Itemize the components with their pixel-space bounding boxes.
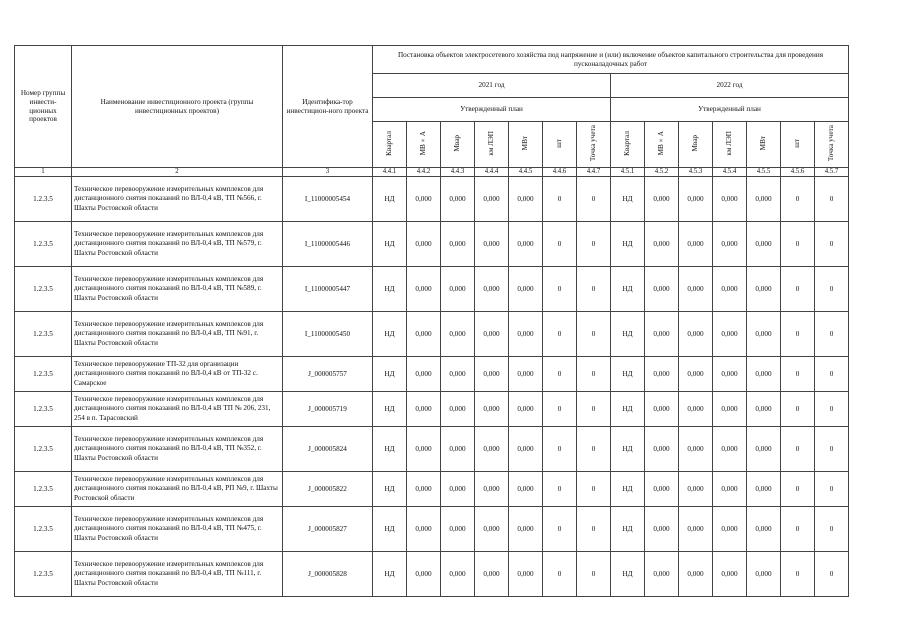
value-cell: 0 [815,222,849,267]
value-cell: 0,000 [645,472,679,507]
value-cell: 0 [815,427,849,472]
header-subcolumn-label: шт [555,138,564,148]
project-name-cell: Техническое перевооружение измерительных комплексов для дистанционного снятия показаний по ВЛ-0,4 кВ, ТП №111, г. Шахты Ростовской области [72,552,283,597]
value-cell: 0 [577,392,611,427]
header-subcolumn [543,122,577,168]
value-cell: 0,000 [645,312,679,357]
value-cell: НД [611,507,645,552]
value-cell: НД [611,392,645,427]
value-cell: 0 [577,552,611,597]
header-subcolumn-label: шт [793,138,802,148]
header-subcolumn-label: Мвар [453,134,462,152]
value-cell: 0,000 [407,357,441,392]
value-cell: 0,000 [509,507,543,552]
value-cell: 0,000 [509,177,543,222]
value-cell: 0,000 [645,177,679,222]
value-cell: 0 [781,312,815,357]
value-cell: НД [373,312,407,357]
project-name-cell: Техническое перевооружение измерительных комплексов для дистанционного снятия показаний по ВЛ-0,4 кВ, ТП №91, г. Шахты Ростовской области [72,312,283,357]
header-commissioning: Постановка объектов электросетевого хозяйства под напряжение и (или) включение объектов капитального строительства для проведения пусконаладочных работ [373,46,849,74]
header-subcolumn-label: Квартал [623,130,632,156]
header-subcolumn [577,122,611,168]
value-cell: 0 [781,392,815,427]
column-number: 4.5.7 [815,168,849,177]
header-subcolumn-label: Мвар [691,134,700,152]
table-row [15,357,849,392]
header-subcolumn [747,122,781,168]
value-cell: 0,000 [747,552,781,597]
header-column-numbers [15,168,849,177]
value-cell: 0,000 [509,427,543,472]
header-project-name: Наименование инвестиционного проекта (группы инвестиционных проектов) [72,46,283,168]
header-identifier: Идентифика-тор инвестицион-ного проекта [283,46,373,168]
value-cell: 0,000 [475,392,509,427]
value-cell: 0,000 [407,472,441,507]
header-subcolumn [713,122,747,168]
value-cell: 0,000 [713,222,747,267]
value-cell: 0,000 [475,552,509,597]
value-cell: НД [611,222,645,267]
value-cell: НД [611,312,645,357]
value-cell: 0,000 [407,312,441,357]
header-group-number: Номер группы инвести-ционных проектов [15,46,72,168]
header-plan-2022: Утвержденный план [611,98,849,122]
column-number: 3 [283,168,373,177]
value-cell: 0,000 [713,552,747,597]
value-cell: 0,000 [407,392,441,427]
header-subcolumn-label: км ЛЭП [725,130,734,156]
value-cell: 0,000 [475,312,509,357]
value-cell: 0 [781,472,815,507]
value-cell: 0 [781,222,815,267]
value-cell: 0,000 [475,177,509,222]
value-cell: 0 [543,222,577,267]
identifier-cell: I_11000005447 [283,267,373,312]
value-cell: 0,000 [679,472,713,507]
value-cell: НД [373,177,407,222]
value-cell: 0,000 [441,312,475,357]
value-cell: 0,000 [441,427,475,472]
value-cell: 0,000 [679,267,713,312]
header-subcolumn-label: Точка учета [589,125,598,162]
header-subcolumn-label: км ЛЭП [487,130,496,156]
value-cell: 0,000 [509,472,543,507]
table-row [15,392,849,427]
header-subcolumn [781,122,815,168]
table-row [15,507,849,552]
value-cell: 0,000 [645,392,679,427]
value-cell: 0 [577,267,611,312]
header-subcolumn [407,122,441,168]
value-cell: 0 [543,312,577,357]
header-subcolumn [441,122,475,168]
group-number-cell: 1.2.3.5 [15,507,72,552]
value-cell: НД [373,392,407,427]
value-cell: 0,000 [407,552,441,597]
value-cell: 0,000 [747,507,781,552]
value-cell: НД [373,267,407,312]
document-page [14,45,849,597]
value-cell: 0,000 [713,267,747,312]
value-cell: 0 [781,357,815,392]
table-row [15,472,849,507]
value-cell: НД [373,222,407,267]
project-name-cell: Техническое перевооружение измерительных комплексов для дистанционного снятия показаний по ВЛ-0,4 кВ, ТП №589, г. Шахты Ростовской области [72,267,283,312]
value-cell: 0,000 [747,392,781,427]
identifier-cell: I_11000005454 [283,177,373,222]
value-cell: 0,000 [475,357,509,392]
project-name-cell: Техническое перевооружение ТП-32 для организации дистанционного снятия показаний по ВЛ-0,4 кВ от ТП-32 с. Самарское [72,357,283,392]
header-subcolumn-label: Квартал [385,130,394,156]
value-cell: 0 [543,552,577,597]
header-subcolumn-label: МВт [521,136,530,151]
value-cell: 0 [815,267,849,312]
value-cell: 0,000 [679,177,713,222]
investment-table [14,45,849,597]
value-cell: 0,000 [679,507,713,552]
column-number: 4.5.4 [713,168,747,177]
table-row [15,312,849,357]
value-cell: 0 [577,177,611,222]
value-cell: 0 [781,552,815,597]
value-cell: 0 [815,357,849,392]
header-subcolumn [645,122,679,168]
value-cell: 0 [543,507,577,552]
table-row [15,222,849,267]
header-subcolumn-label: МВт [759,136,768,151]
column-number: 4.5.1 [611,168,645,177]
value-cell: 0 [577,222,611,267]
value-cell: 0,000 [407,267,441,312]
project-name-cell: Техническое перевооружение измерительных комплексов для дистанционного снятия показаний по ВЛ-0,4 кВ, РП №9, г. Шахты Ростовской области [72,472,283,507]
value-cell: 0,000 [679,222,713,267]
value-cell: 0,000 [747,357,781,392]
value-cell: НД [611,177,645,222]
value-cell: 0,000 [407,222,441,267]
value-cell: 0,000 [747,312,781,357]
value-cell: 0,000 [713,177,747,222]
project-name-cell: Техническое перевооружение измерительных комплексов для дистанционного снятия показаний по ВЛ-0,4 кВ ТП № 206, 231, 254 в п. Тарасовский [72,392,283,427]
value-cell: 0,000 [679,392,713,427]
value-cell: 0,000 [509,552,543,597]
column-number: 4.4.4 [475,168,509,177]
column-number: 4.4.2 [407,168,441,177]
value-cell: 0,000 [679,312,713,357]
header-plan-2021: Утвержденный план [373,98,611,122]
header-year-2021: 2021 год [373,74,611,98]
header-subcolumn [509,122,543,168]
table-header [15,46,849,177]
value-cell: 0 [543,392,577,427]
value-cell: 0,000 [441,552,475,597]
value-cell: 0 [577,472,611,507]
value-cell: 0,000 [679,552,713,597]
value-cell: 0 [781,177,815,222]
column-number: 1 [15,168,72,177]
identifier-cell: J_000005822 [283,472,373,507]
value-cell: 0,000 [475,472,509,507]
value-cell: 0,000 [407,427,441,472]
value-cell: 0,000 [713,507,747,552]
value-cell: 0 [815,472,849,507]
value-cell: 0,000 [645,427,679,472]
value-cell: 0,000 [747,267,781,312]
value-cell: 0 [815,552,849,597]
group-number-cell: 1.2.3.5 [15,222,72,267]
column-number: 4.4.1 [373,168,407,177]
identifier-cell: J_000005827 [283,507,373,552]
value-cell: 0,000 [509,267,543,312]
value-cell: НД [373,552,407,597]
header-subcolumn [679,122,713,168]
group-number-cell: 1.2.3.5 [15,312,72,357]
value-cell: 0,000 [475,267,509,312]
column-number: 4.4.7 [577,168,611,177]
value-cell: 0 [815,312,849,357]
value-cell: 0 [815,177,849,222]
value-cell: 0,000 [645,267,679,312]
project-name-cell: Техническое перевооружение измерительных комплексов для дистанционного снятия показаний по ВЛ-0,4 кВ, ТП №579, г. Шахты Ростовской области [72,222,283,267]
value-cell: 0,000 [747,177,781,222]
value-cell: 0,000 [509,392,543,427]
value-cell: 0 [577,312,611,357]
value-cell: 0,000 [747,472,781,507]
column-number: 4.5.5 [747,168,781,177]
value-cell: 0 [543,472,577,507]
table-row [15,552,849,597]
value-cell: 0,000 [441,507,475,552]
column-number: 4.4.3 [441,168,475,177]
group-number-cell: 1.2.3.5 [15,267,72,312]
value-cell: НД [373,472,407,507]
value-cell: 0,000 [407,507,441,552]
identifier-cell: I_11000005450 [283,312,373,357]
group-number-cell: 1.2.3.5 [15,392,72,427]
value-cell: НД [373,507,407,552]
column-number: 4.5.6 [781,168,815,177]
column-number: 4.5.2 [645,168,679,177]
header-subcolumn [475,122,509,168]
header-subcolumn-label: МВ×А [657,130,666,156]
group-number-cell: 1.2.3.5 [15,552,72,597]
value-cell: 0 [781,267,815,312]
value-cell: 0,000 [441,472,475,507]
value-cell: 0,000 [509,312,543,357]
identifier-cell: J_000005824 [283,427,373,472]
value-cell: 0,000 [441,392,475,427]
group-number-cell: 1.2.3.5 [15,177,72,222]
value-cell: 0,000 [475,222,509,267]
table-row [15,177,849,222]
value-cell: НД [611,357,645,392]
header-subcolumn [611,122,645,168]
table-row [15,427,849,472]
value-cell: 0 [543,427,577,472]
value-cell: 0,000 [475,427,509,472]
header-year-2022: 2022 год [611,74,849,98]
identifier-cell: J_000005828 [283,552,373,597]
value-cell: 0 [577,507,611,552]
value-cell: 0,000 [713,472,747,507]
value-cell: 0 [543,267,577,312]
header-subcolumn [373,122,407,168]
project-name-cell: Техническое перевооружение измерительных комплексов для дистанционного снятия показаний по ВЛ-0,4 кВ, ТП №566, г. Шахты Ростовской области [72,177,283,222]
identifier-cell: J_000005719 [283,392,373,427]
identifier-cell: J_000005757 [283,357,373,392]
value-cell: 0,000 [713,427,747,472]
value-cell: 0,000 [747,427,781,472]
header-subcolumn-label: МВ×А [419,130,428,156]
column-number: 4.4.6 [543,168,577,177]
value-cell: 0,000 [509,357,543,392]
value-cell: 0,000 [645,222,679,267]
value-cell: 0,000 [713,357,747,392]
value-cell: 0 [815,392,849,427]
value-cell: 0,000 [441,357,475,392]
value-cell: 0,000 [747,222,781,267]
header-subcolumn-label: Точка учета [827,125,836,162]
value-cell: 0,000 [645,507,679,552]
value-cell: 0,000 [645,357,679,392]
value-cell: 0 [577,427,611,472]
value-cell: 0,000 [441,177,475,222]
project-name-cell: Техническое перевооружение измерительных комплексов для дистанционного снятия показаний по ВЛ-0,4 кВ, ТП №352, г. Шахты Ростовской области [72,427,283,472]
value-cell: 0,000 [475,507,509,552]
value-cell: НД [611,267,645,312]
value-cell: 0 [781,427,815,472]
value-cell: 0,000 [679,427,713,472]
column-number: 2 [72,168,283,177]
identifier-cell: I_11000005446 [283,222,373,267]
value-cell: НД [611,472,645,507]
value-cell: 0,000 [509,222,543,267]
value-cell: НД [373,357,407,392]
value-cell: 0 [543,357,577,392]
group-number-cell: 1.2.3.5 [15,427,72,472]
value-cell: 0,000 [713,392,747,427]
value-cell: НД [611,552,645,597]
column-number: 4.5.3 [679,168,713,177]
value-cell: 0,000 [679,357,713,392]
header-subcolumn [815,122,849,168]
value-cell: НД [611,427,645,472]
value-cell: 0,000 [441,267,475,312]
value-cell: 0 [781,507,815,552]
column-number: 4.4.5 [509,168,543,177]
value-cell: 0 [543,177,577,222]
table-row [15,267,849,312]
value-cell: 0,000 [407,177,441,222]
value-cell: 0,000 [645,552,679,597]
value-cell: 0,000 [713,312,747,357]
group-number-cell: 1.2.3.5 [15,472,72,507]
value-cell: 0,000 [441,222,475,267]
value-cell: НД [373,427,407,472]
value-cell: 0 [815,507,849,552]
group-number-cell: 1.2.3.5 [15,357,72,392]
table-body [15,177,849,597]
project-name-cell: Техническое перевооружение измерительных комплексов для дистанционного снятия показаний по ВЛ-0,4 кВ, ТП №475, г. Шахты Ростовской области [72,507,283,552]
value-cell: 0 [577,357,611,392]
